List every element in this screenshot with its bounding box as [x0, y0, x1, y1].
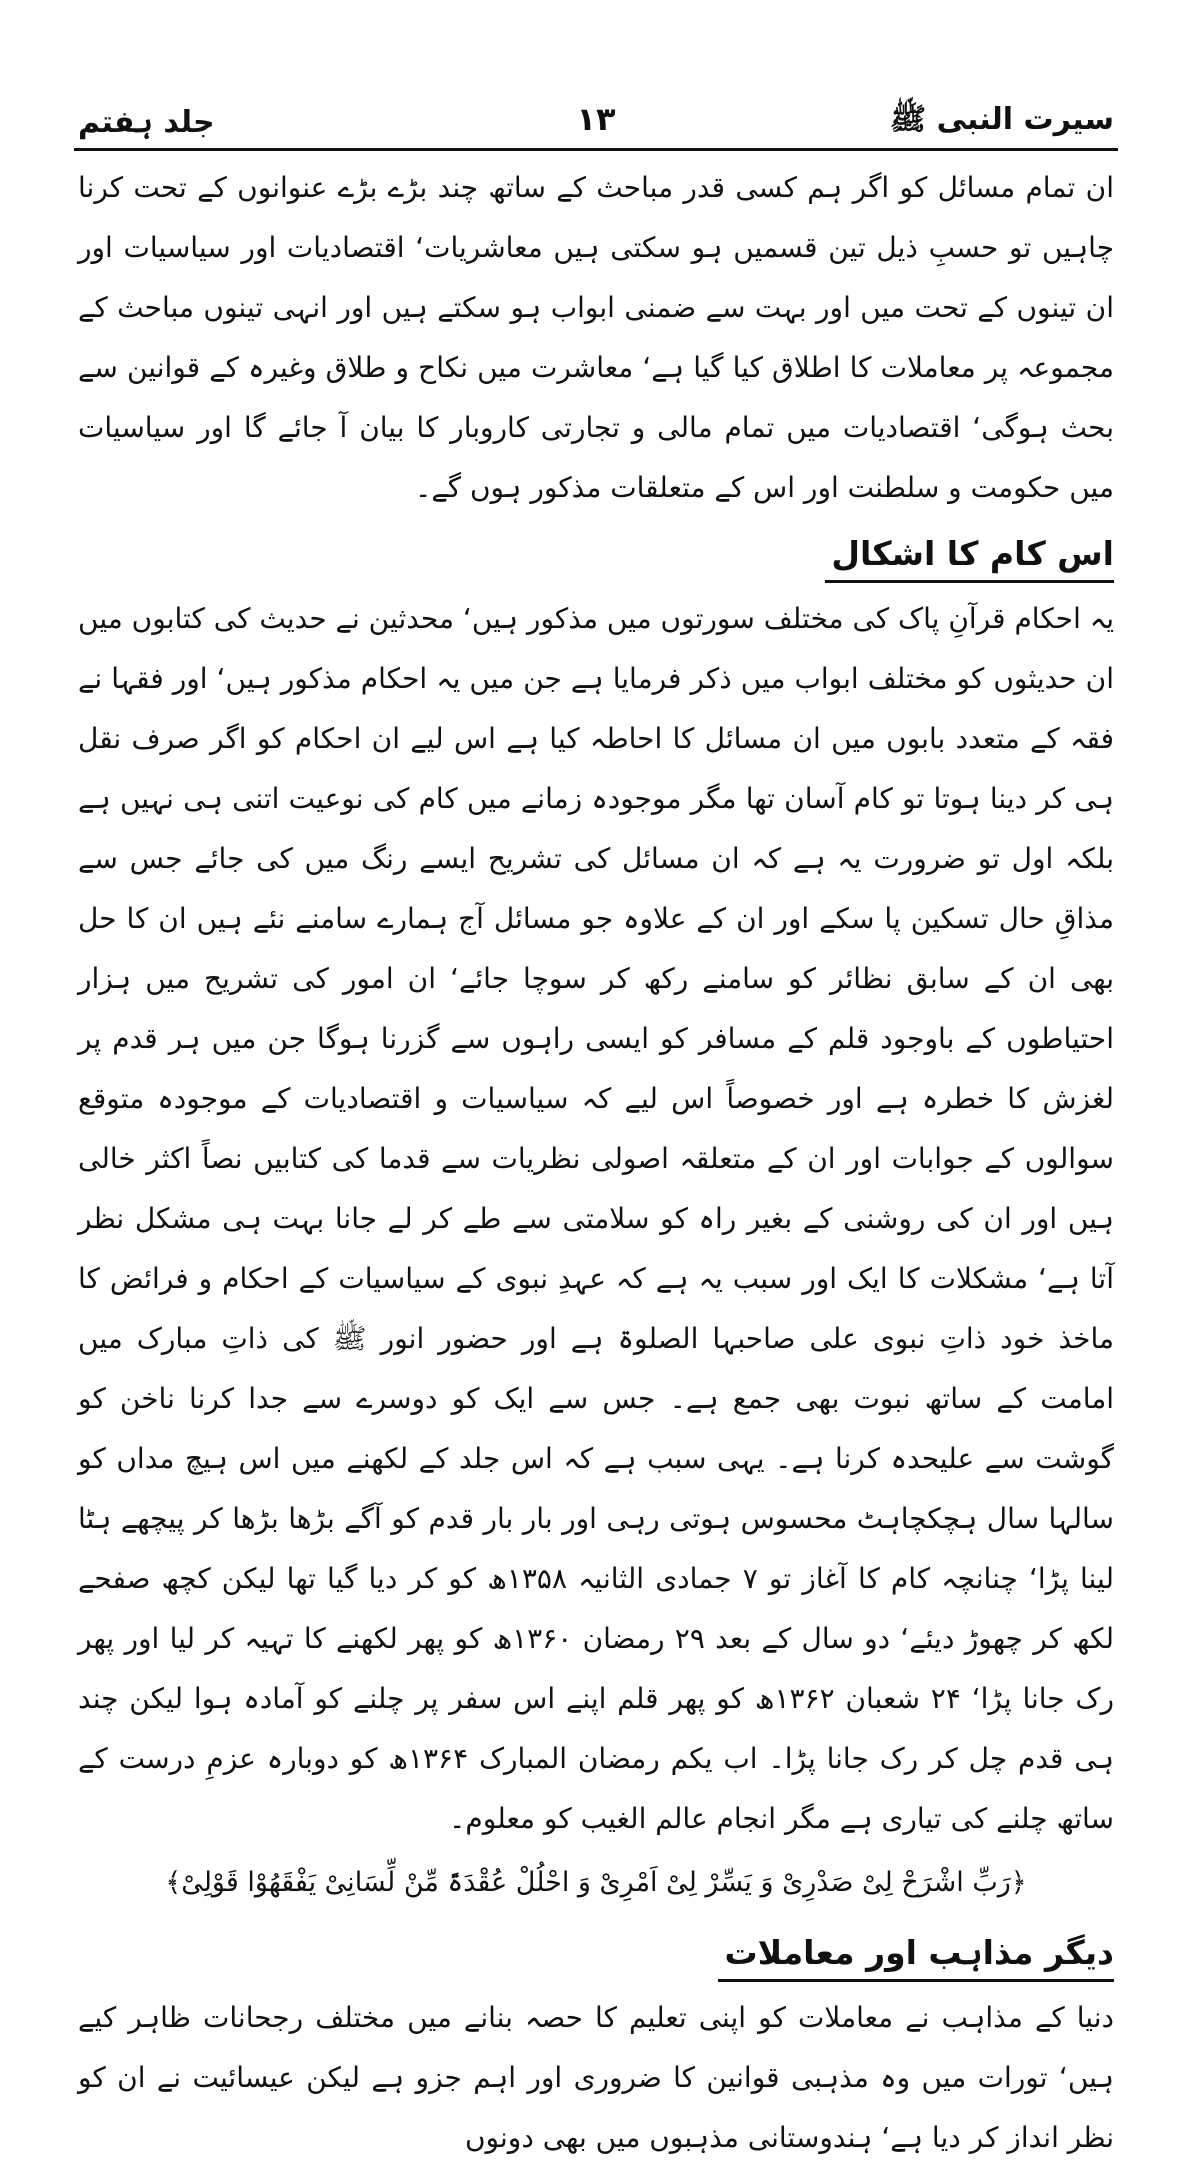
section-heading-other-religions: دیگر مذاہب اور معاملات: [718, 1927, 1114, 1982]
page-header: [78, 92, 1114, 152]
page-number: ۱۳: [576, 100, 616, 138]
section-heading-difficulty: اس کام کا اشکال: [825, 528, 1114, 583]
header-rule: [74, 148, 1118, 151]
book-title: سیرت النبی ﷺ: [889, 101, 1114, 137]
other-religions-paragraph: دنیا کے مذاہب نے معاملات کو اپنی تعلیم کا حصہ بنانے میں مختلف رجحانات ظاہر کیے ہیں‘ تورات میں وہ مذہبی قوانین کا ضروری اور اہم جزو ہے لیکن عیسائیت نے ان کو نظر انداز کر دیا ہے‘ ہندوستانی مذہبوں میں بھی دونوں: [78, 2001, 1114, 2154]
quranic-verse: ﴿رَبِّ اشْرَحْ لِیْ صَدْرِیْ وَ یَسِّرْ لِیْ اَمْرِیْ وَ احْلُلْ عُقْدَۃً مِّنْ لِّسَانِیْ یَفْقَھُوْا قَوْلِیْ﴾: [165, 1867, 1027, 1898]
volume-label: جلد ہفتم: [78, 104, 215, 140]
intro-paragraph: ان تمام مسائل کو اگر ہم کسی قدر مباحث کے ساتھ چند بڑے بڑے عنوانوں کے تحت کرنا چاہیں تو حسبِ ذیل تین قسمیں ہو سکتی ہیں معاشریات‘ اقتصادیات اور سیاسیات اور ان تینوں کے تحت میں اور بہت سے ضمنی ابواب ہو سکتے ہیں اور انہی تینوں مباحث کے مجموعہ پر معاملات کا اطلاق کیا گیا ہے‘ معاشرت میں نکاح و طلاق وغیرہ کے قوانین سے بحث ہوگی‘ اقتصادیات میں تمام مالی و تجارتی کاروبار کا بیان آ جائے گا اور سیاسیات میں حکومت و سلطنت اور اس کے متعلقات مذکور ہوں گے۔: [78, 171, 1114, 504]
difficulty-paragraph: یہ احکام قرآنِ پاک کی مختلف سورتوں میں مذکور ہیں‘ محدثین نے حدیث کی کتابوں میں ان حدیثوں کو مختلف ابواب میں ذکر فرمایا ہے جن میں یہ احکام مذکور ہیں‘ اور فقہا نے فقہ کے متعدد بابوں میں ان مسائل کا احاطہ کیا ہے اس لیے ان احکام کو اگر صرف نقل ہی کر دینا ہوتا تو کام آسان تھا مگر موجودہ زمانے میں کام کی نوعیت اتنی ہی نہیں ہے بلکہ اول تو ضرورت یہ ہے کہ ان مسائل کی تشریح ایسے رنگ میں کی جائے جس سے مذاقِ حال تسکین پا سکے اور ان کے علاوہ جو مسائل آج ہمارے سامنے نئے ہیں ان کا حل بھی ان کے سابق نظائر کو سامنے رکھ کر سوچا جائے‘ ان امور کی تشریح میں ہزار احتیاطوں کے باوجود قلم کے مسافر کو ایسی راہوں سے گزرنا ہوگا جن میں ہر قدم پر لغزش کا خطرہ ہے اور خصوصاً اس لیے کہ سیاسیات و اقتصادیات کے موجودہ متوقع سوالوں کے جوابات اور ان کے متعلقہ اصولی نظریات سے قدما کی کتابیں نصاً اکثر خالی ہیں اور ان کی روشنی کے بغیر راہ کو سلامتی سے طے کر لے جانا بہت ہی مشکل نظر آتا ہے‘ مشکلات کا ایک اور سبب یہ ہے کہ عہدِ نبوی کے سیاسیات کے احکام و فرائض کا ماخذ خود ذاتِ نبوی علی صاحبہا الصلوۃ ہے اور حضور انور ﷺ کی ذاتِ مبارک میں امامت کے ساتھ نبوت بھی جمع ہے۔ جس سے ایک کو دوسرے سے جدا کرنا ناخن کو گوشت سے علیحدہ کرنا ہے۔ یہی سبب ہے کہ اس جلد کے لکھنے میں اس ہیچ مداں کو سالہا سال ہچکچاہٹ محسوس ہوتی رہی اور بار بار قدم کو آگے بڑھا بڑھا کر پیچھے ہٹا لینا پڑا‘ چنانچہ کام کا آغاز تو ۷ جمادی الثانیہ ۱۳۵۸ھ کو کر دیا گیا تھا لیکن کچھ صفحے لکھ کر چھوڑ دیئے‘ دو سال کے بعد ۲۹ رمضان ۱۳۶۰ھ کو پھر لکھنے کا تہیہ کر لیا اور پھر رک جانا پڑا‘ ۲۴ شعبان ۱۳۶۲ھ کو پھر قلم اپنے اس سفر پر چلنے کو آمادہ ہوا لیکن چند ہی قدم چل کر رک جانا پڑا۔ اب یکم رمضان المبارک ۱۳۶۴ھ کو دوبارہ عزمِ درست کے ساتھ چلنے کی تیاری ہے مگر انجام عالم الغیب کو معلوم۔: [78, 602, 1115, 1835]
page-body: [78, 158, 1114, 2168]
